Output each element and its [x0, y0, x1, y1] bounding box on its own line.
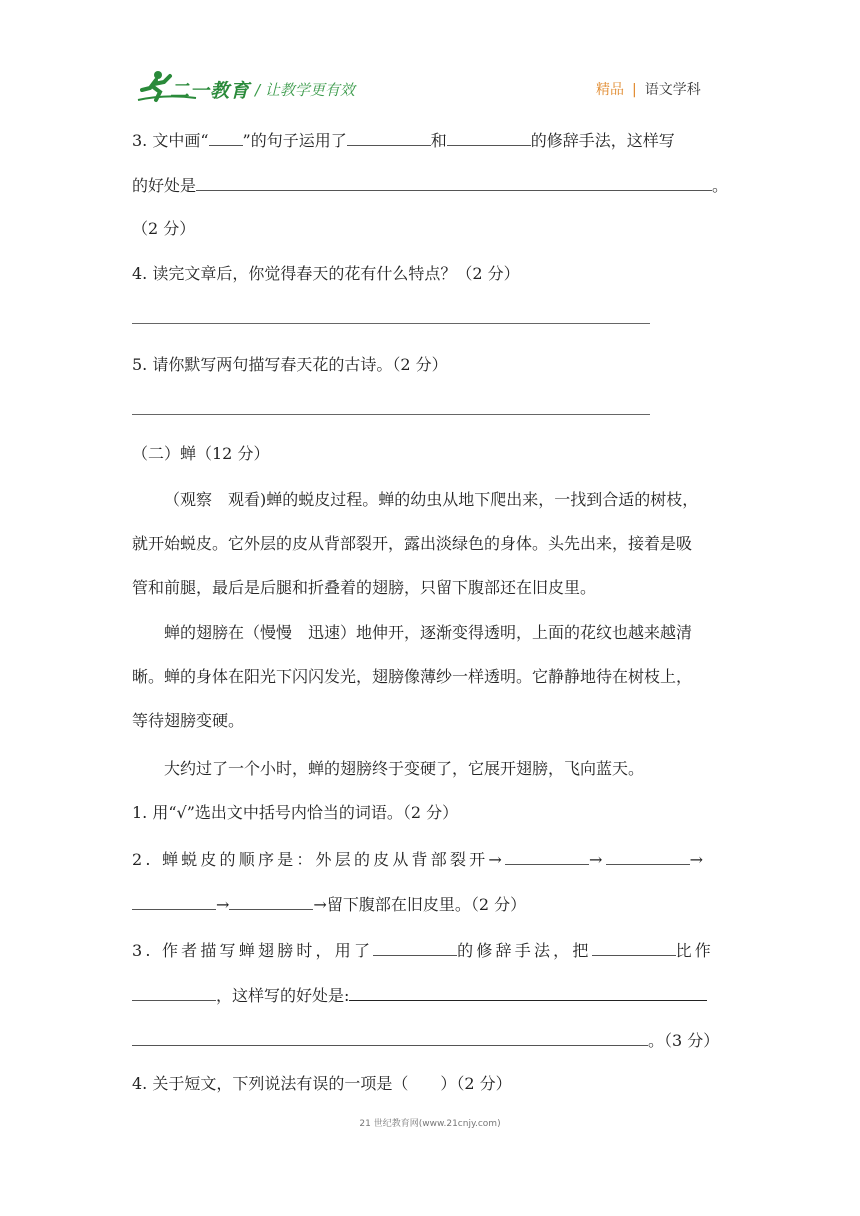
passage-p1c: 管和前腿，最后是后腿和折叠着的翅膀，只留下腹部还在旧皮里。: [132, 578, 597, 597]
answer-blank[interactable]: [373, 937, 457, 956]
passage-p2b: 晰。蝉的身体在阳光下闪闪发光，翅膀像薄纱一样透明。它静静地待在树枝上，: [132, 667, 693, 686]
answer-blank[interactable]: [196, 172, 712, 191]
logo-text: 二一教育: [170, 80, 251, 102]
slogan: / 让教学更有效: [255, 81, 355, 99]
q3-line1: 3. 文中画“ ”的句子运用了 和 的修辞手法，这样写: [132, 127, 675, 153]
passage-p2c: 等待翅膀变硬。: [132, 711, 245, 730]
subject-label: 语文学科: [644, 82, 701, 98]
s2q1-prompt: 1. 用“√”选出文中括号内恰当的词语。（2 分）: [132, 803, 459, 822]
q5-answer-line[interactable]: [132, 414, 650, 415]
brand-tag: [596, 79, 701, 99]
answer-blank[interactable]: [347, 127, 431, 146]
q4-answer-line[interactable]: [132, 323, 650, 324]
s2q2-line1: 2. 蝉蜕皮的顺序是：外层的皮从背部裂开→ → →: [132, 846, 706, 872]
answer-blank[interactable]: [592, 937, 676, 956]
answer-blank[interactable]: [606, 846, 690, 865]
passage-p1a: （观察 观看)蝉的蜕皮过程。蝉的幼虫从地下爬出来，一找到合适的树枝，: [164, 490, 699, 509]
answer-blank[interactable]: [229, 891, 313, 910]
q3-score: （2 分）: [132, 219, 196, 238]
tag-separator: |: [632, 82, 637, 98]
s2q3-line3: 。（3 分）: [132, 1027, 719, 1053]
passage-p2a: 蝉的翅膀在（慢慢 迅速）地伸开，逐渐变得透明，上面的花纹也越来越清: [164, 623, 693, 642]
s2q3-line2: ，这样写的好处是:: [132, 982, 707, 1008]
answer-blank[interactable]: [132, 1027, 648, 1046]
section2-title: （二）蝉（12 分）: [132, 444, 270, 463]
page-footer: 21 世纪教育网(www.21cnjy.com): [359, 1119, 501, 1129]
q5-prompt: 5. 请你默写两句描写春天花的古诗。（2 分）: [132, 355, 448, 374]
answer-blank[interactable]: [447, 127, 531, 146]
answer-blank[interactable]: [349, 982, 707, 1001]
s2q4-prompt: 4. 关于短文，下列说法有误的一项是（ ）（2 分）: [132, 1074, 512, 1093]
answer-blank[interactable]: [505, 846, 589, 865]
s2q3-line1: 3. 作者描写蝉翅膀时，用了 的修辞手法，把 比作: [132, 937, 714, 963]
quality-tag: 精品: [596, 82, 624, 98]
page-header: [0, 0, 860, 120]
answer-blank[interactable]: [132, 891, 216, 910]
passage-p1b: 就开始蜕皮。它外层的皮从背部裂开，露出淡绿色的身体。头先出来，接着是吸: [132, 534, 693, 553]
underline-sample: [209, 127, 243, 146]
answer-blank[interactable]: [132, 982, 216, 1001]
q4-prompt: 4. 读完文章后，你觉得春天的花有什么特点？（2 分）: [132, 264, 520, 283]
s2q2-line2: → →留下腹部在旧皮里。（2 分）: [132, 891, 526, 917]
passage-p3: 大约过了一个小时，蝉的翅膀终于变硬了，它展开翅膀，飞向蓝天。: [164, 759, 645, 778]
q3-line2: 的好处是 。: [132, 172, 728, 198]
